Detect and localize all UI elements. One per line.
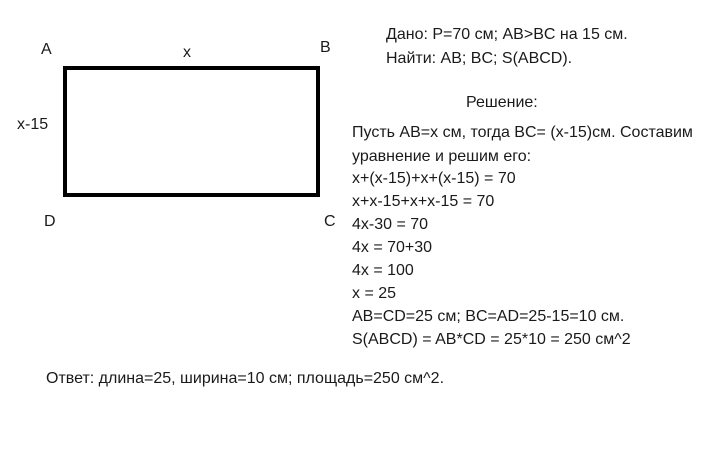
vertex-c-label: C (324, 213, 336, 230)
vertex-b-label: B (320, 39, 331, 56)
solution-line: AB=CD=25 см; BC=AD=25-15=10 см. (352, 308, 625, 325)
vertex-a-label: A (41, 41, 52, 58)
solution-line: 4x = 100 (352, 262, 414, 279)
solution-line: 4x-30 = 70 (352, 216, 429, 233)
rectangle-abcd (63, 66, 320, 197)
solution-heading: Решение: (466, 94, 538, 111)
find-text: Найти: AB; BC; S(ABCD). (386, 50, 573, 67)
solution-line: x = 25 (352, 285, 397, 302)
side-bc-label: x-15 (17, 116, 49, 133)
answer-text: Ответ: длина=25, ширина=10 см; площадь=250 см^2. (46, 370, 445, 387)
solution-line: S(ABCD) = AB*CD = 25*10 = 250 см^2 (352, 331, 631, 348)
side-ab-label: x (183, 44, 191, 61)
solution-line: x+(x-15)+x+(x-15) = 70 (352, 170, 516, 187)
solution-line: уравнение и решим его: (352, 148, 532, 165)
solution-line: x+x-15+x+x-15 = 70 (352, 193, 495, 210)
vertex-d-label: D (44, 213, 56, 230)
solution-line: 4x = 70+30 (352, 239, 433, 256)
given-text: Дано: P=70 см; AB>BC на 15 см. (386, 26, 628, 43)
solution-line: Пусть AB=x см, тогда BC= (x-15)см. Составим (352, 124, 693, 141)
